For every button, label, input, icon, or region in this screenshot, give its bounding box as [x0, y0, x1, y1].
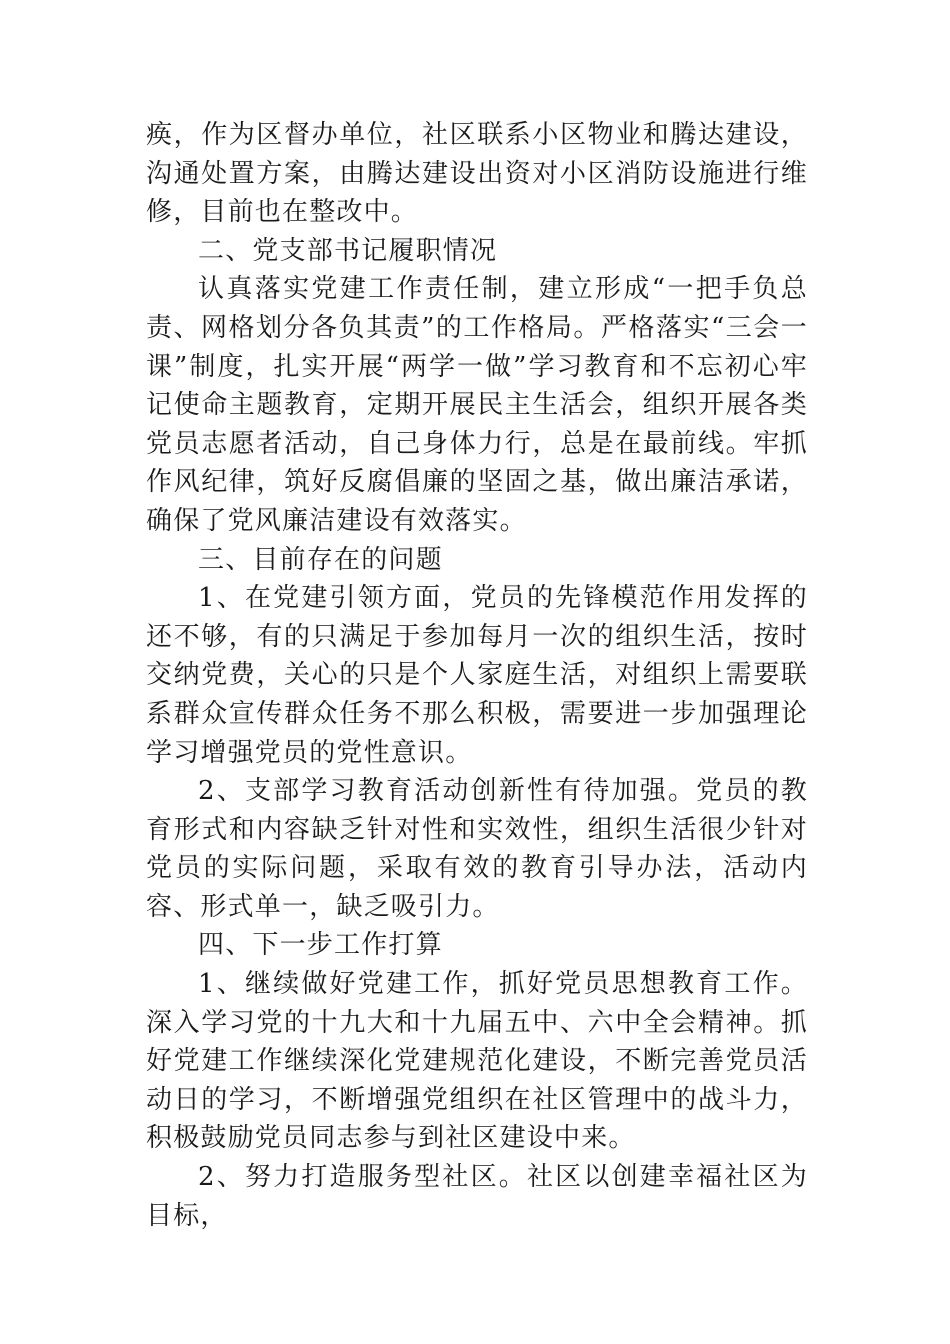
document-body — [146, 116, 808, 1235]
paragraph-plan-2: 2、努力打造服务型社区。社区以创建幸福社区为目标， — [146, 1162, 808, 1231]
section-heading-4: 四、下一步工作打算 — [198, 930, 443, 961]
paragraph-problem-2: 2、支部学习教育活动创新性有待加强。党员的教育形式和内容缺乏针对性和实效性，组织生活很少针对党员的实际问题，采取有效的教育引导办法，活动内容、形式单一，缺乏吸引力。 — [146, 776, 808, 922]
paragraph-problem-1: 1、在党建引领方面，党员的先锋模范作用发挥的还不够，有的只满足于参加每月一次的组织生活，按时交纳党费，关心的只是个人家庭生活，对组织上需要联系群众宣传群众任务不那么积极，需要进一步加强理论学习增强党员的党性意识。 — [146, 583, 808, 768]
paragraph-secretary-duties: 认真落实党建工作责任制，建立形成“一把手负总责、网格划分各负其责”的工作格局。严格落实“三会一课”制度，扎实开展“两学一做”学习教育和不忘初心牢记使命主题教育，定期开展民主生活会，组织开展各类党员志愿者活动，自己身体力行，总是在最前线。牢抓作风纪律，筑好反腐倡廉的坚固之基，做出廉洁承诺，确保了党风廉洁建设有效落实。 — [146, 274, 808, 536]
paragraph-plan-1: 1、继续做好党建工作，抓好党员思想教育工作。深入学习党的十九大和十九届五中、六中全会精神。抓好党建工作继续深化党建规范化建设，不断完善党员活动日的学习，不断增强党组织在社区管理中的战斗力，积极鼓励党员同志参与到社区建设中来。 — [146, 969, 808, 1154]
paragraph-continuation: 痪，作为区督办单位，社区联系小区物业和腾达建设，沟通处置方案，由腾达建设出资对小区消防设施进行维修，目前也在整改中。 — [146, 120, 808, 228]
section-heading-3: 三、目前存在的问题 — [198, 544, 443, 575]
section-heading-2: 二、党支部书记履职情况 — [198, 235, 498, 266]
